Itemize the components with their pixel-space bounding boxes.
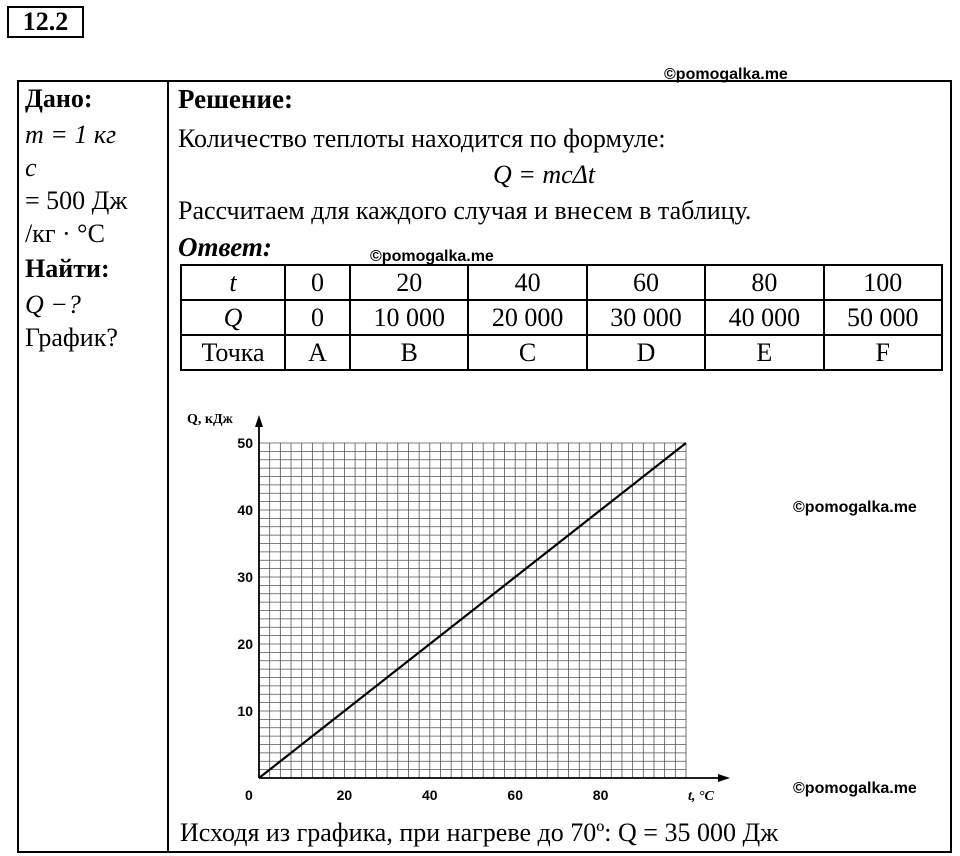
watermark-top: ©pomogalka.me: [664, 66, 788, 83]
given-c-value: = 500 Дж: [25, 186, 128, 215]
find-q: Q −?: [25, 290, 81, 319]
table-row: [181, 300, 942, 335]
find-heading: Найти:: [25, 254, 110, 283]
table-cell: A: [285, 335, 350, 370]
y-axis-arrow: [255, 415, 263, 427]
results-table: [180, 264, 943, 371]
column-divider: [167, 80, 169, 853]
chart-axes: [255, 415, 730, 782]
solution-intro: Количество теплоты находится по формуле:: [178, 124, 666, 153]
table-cell: E: [705, 335, 823, 370]
problem-number: 12.2: [7, 6, 84, 38]
table-row: [181, 335, 942, 370]
y-axis-label: Q, кДж: [187, 412, 233, 427]
table-cell: 40 000: [705, 300, 823, 335]
given-heading: Дано:: [25, 84, 93, 113]
watermark-middle: ©pomogalka.me: [793, 499, 917, 516]
given-column: [25, 84, 165, 354]
x-tick-label: 60: [507, 787, 523, 803]
y-tick-label: 50: [237, 435, 253, 451]
answer-heading: Ответ:: [178, 232, 272, 262]
solution-heading: Решение:: [178, 84, 293, 114]
x-tick-label: 80: [592, 787, 609, 803]
table-cell: 50 000: [824, 300, 942, 335]
watermark-table: ©pomogalka.me: [370, 248, 494, 265]
solution-formula: Q = mcΔt: [493, 160, 596, 189]
given-c-symbol: c: [25, 153, 37, 182]
q-vs-t-chart: [170, 405, 740, 810]
table-cell: D: [587, 335, 705, 370]
x-tick-label: 40: [422, 787, 438, 803]
y-tick-label: 10: [237, 703, 253, 719]
find-graph: График?: [25, 323, 118, 352]
given-mass: m = 1 кг: [25, 120, 117, 149]
table-cell: Q: [181, 300, 285, 335]
x-axis-label: t, °C: [688, 789, 714, 804]
table-cell: C: [468, 335, 586, 370]
conclusion: Исходя из графика, при нагреве до 70º: Q = 35 000 Дж: [180, 818, 779, 847]
table-cell: 0: [285, 300, 350, 335]
y-tick-label: 30: [237, 569, 253, 585]
table-cell: 10 000: [350, 300, 468, 335]
x-tick-label: 20: [336, 787, 353, 803]
table-cell: 0: [285, 265, 350, 300]
table-cell: 60: [587, 265, 705, 300]
table-row: [181, 265, 942, 300]
table-cell: t: [181, 265, 285, 300]
solution-calc: Рассчитаем для каждого случая и внесем в таблицу.: [178, 196, 752, 225]
table-cell: F: [824, 335, 942, 370]
y-tick-label: 20: [237, 636, 253, 652]
given-c-unit: /кг · °C: [25, 219, 105, 248]
y-tick-label: 40: [237, 502, 253, 518]
table-cell: 100: [824, 265, 942, 300]
table-cell: 80: [705, 265, 823, 300]
table-cell: 30 000: [587, 300, 705, 335]
table-cell: B: [350, 335, 468, 370]
table-cell: Точка: [181, 335, 285, 370]
x-axis-arrow: [718, 774, 730, 782]
watermark-bottom: ©pomogalka.me: [793, 780, 917, 797]
origin-label: 0: [245, 787, 253, 803]
table-cell: 20 000: [468, 300, 586, 335]
table-cell: 40: [468, 265, 586, 300]
table-cell: 20: [350, 265, 468, 300]
